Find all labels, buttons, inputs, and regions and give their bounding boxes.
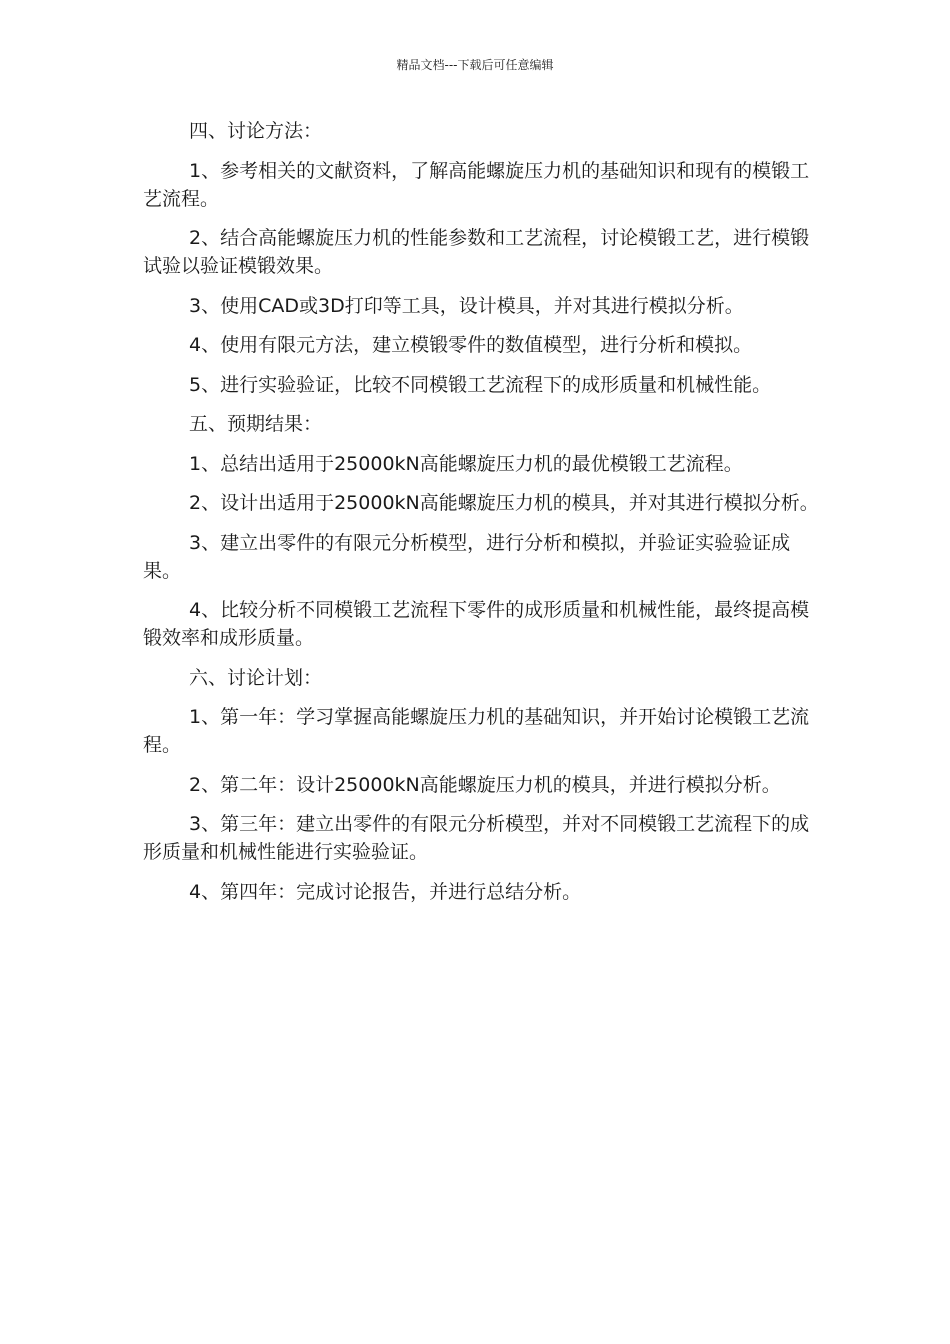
list-item: 4、使用有限元方法，建立模锻零件的数值模型，进行分析和模拟。 — [189, 334, 753, 356]
list-item: 1、第一年：学习掌握高能螺旋压力机的基础知识，并开始讨论模锻工艺流程。 — [143, 706, 810, 756]
list-item: 3、第三年：建立出零件的有限元分析模型，并对不同模锻工艺流程下的成形质量和机械性能进行实验验证。 — [143, 813, 810, 863]
section-heading-plan: 六、讨论计划： — [189, 666, 323, 689]
list-item: 2、设计出适用于25000kN高能螺旋压力机的模具，并对其进行模拟分析。 — [189, 492, 819, 514]
list-item: 5、进行实验验证，比较不同模锻工艺流程下的成形质量和机械性能。 — [189, 373, 772, 396]
list-item: 2、第二年：设计25000kN高能螺旋压力机的模具，并进行模拟分析。 — [189, 773, 781, 796]
document-body — [143, 117, 823, 917]
list-item: 4、第四年：完成讨论报告，并进行总结分析。 — [189, 880, 582, 903]
list-item: 3、建立出零件的有限元分析模型，进行分析和模拟，并验证实验验证成果。 — [143, 531, 791, 582]
list-item: 2、结合高能螺旋压力机的性能参数和工艺流程，讨论模锻工艺，进行模锻试验以验证模锻效果。 — [143, 227, 810, 277]
section-heading-methods: 四、讨论方法： — [189, 120, 323, 142]
list-item: 4、比较分析不同模锻工艺流程下零件的成形质量和机械性能，最终提高模锻效率和成形质量。 — [143, 599, 810, 649]
list-item: 3、使用CAD或3D打印等工具，设计模具，并对其进行模拟分析。 — [189, 294, 744, 317]
section-heading-expected-results: 五、预期结果： — [189, 413, 323, 435]
page-header: 精品文档---下载后可任意编辑 — [396, 58, 554, 72]
list-item: 1、参考相关的文献资料，了解高能螺旋压力机的基础知识和现有的模锻工艺流程。 — [143, 159, 810, 210]
list-item: 1、总结出适用于25000kN高能螺旋压力机的最优模锻工艺流程。 — [189, 452, 743, 475]
